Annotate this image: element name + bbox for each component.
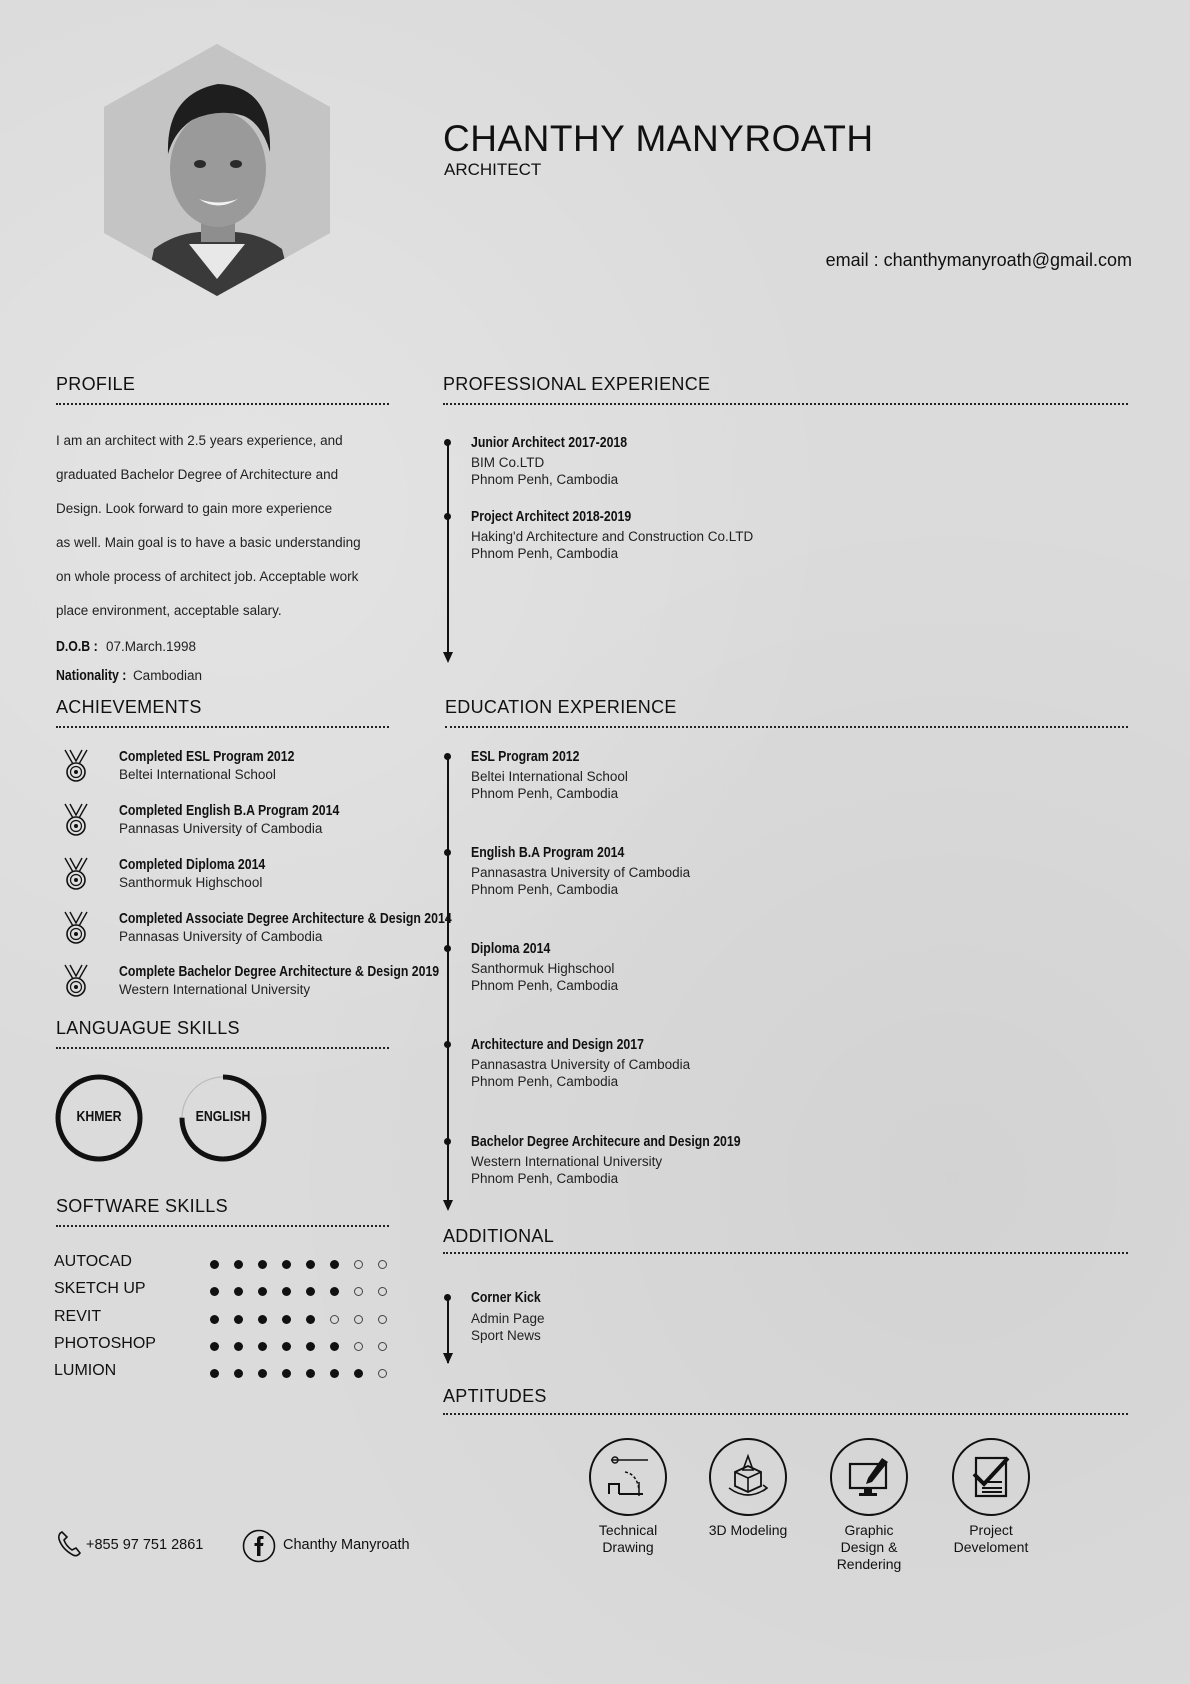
achievement-title: Completed Associate Degree Architecture & Design 2014 [119, 910, 452, 927]
achievement-title: Completed Diploma 2014 [119, 856, 266, 873]
education-location: Phnom Penh, Cambodia [471, 1074, 619, 1089]
education-title: EDUCATION EXPERIENCE [445, 697, 677, 717]
software-name: AUTOCAD [54, 1253, 132, 1270]
skill-dot [234, 1260, 243, 1269]
experience-location: Phnom Penh, Cambodia [471, 546, 619, 561]
achievements-title: ACHIEVEMENTS [56, 697, 202, 717]
skill-level-dots [210, 1254, 402, 1273]
achievement-subtitle: Beltei International School [119, 767, 276, 782]
aptitude-project-development [936, 1438, 1046, 1556]
profile-title: PROFILE [56, 374, 136, 394]
skill-dot [210, 1260, 219, 1269]
dob-row [56, 636, 196, 655]
profile-photo [104, 44, 330, 296]
skill-dot [306, 1287, 315, 1296]
nationality-row [56, 665, 202, 684]
aptitude-label-line: Rendering [836, 1556, 902, 1572]
skill-dot [210, 1342, 219, 1351]
aptitude-label-line: Drawing [602, 1539, 654, 1555]
software-name: REVIT [54, 1307, 102, 1325]
education-location: Phnom Penh, Cambodia [471, 1171, 619, 1186]
aptitude-label [573, 1522, 683, 1556]
skill-dot [234, 1342, 243, 1351]
software-title: SOFTWARE SKILLS [56, 1196, 228, 1216]
email-text[interactable]: email : chanthymanyroath@gmail.com [825, 250, 1132, 270]
dob-value: 07.March.1998 [105, 639, 196, 654]
achievement-title: Completed ESL Program 2012 [119, 748, 295, 765]
timeline-dot [444, 439, 451, 446]
profile-line: graduated Bachelor Degree of Architecture and [56, 467, 339, 482]
additional-divider [443, 1252, 1128, 1254]
timeline-arrow-icon [443, 1200, 453, 1211]
skill-dot [306, 1369, 315, 1378]
achievement-title: Complete Bachelor Degree Architecture & Design 2019 [119, 963, 440, 980]
timeline-arrow-icon [443, 1353, 453, 1364]
aptitude-label [693, 1522, 803, 1539]
skill-dot [330, 1287, 339, 1296]
experience-company: Haking'd Architecture and Construction Co.LTD [471, 529, 754, 544]
nationality-label: Nationality : [56, 667, 127, 684]
skill-level-dots [210, 1309, 402, 1328]
skill-dot [354, 1369, 363, 1378]
cube-icon [709, 1438, 787, 1516]
language-name: KHMER [76, 1108, 122, 1125]
timeline-arrow-icon [443, 652, 453, 663]
medal-icon [62, 910, 90, 946]
education-school: Western International University [471, 1154, 663, 1169]
phone-icon [56, 1530, 82, 1562]
achievement-subtitle: Pannasas University of Cambodia [119, 929, 323, 944]
skill-dot [258, 1287, 267, 1296]
profile-text [56, 424, 396, 628]
profile-line: I am an architect with 2.5 years experience, and [56, 433, 343, 448]
education-school: Santhormuk Highschool [471, 961, 615, 976]
aptitude-technical-drawing [573, 1438, 683, 1556]
skill-level-dots [210, 1363, 402, 1382]
skill-dot [378, 1315, 387, 1324]
education-location: Phnom Penh, Cambodia [471, 786, 619, 801]
aptitudes-title: APTITUDES [443, 1386, 547, 1406]
achievement-subtitle: Santhormuk Highschool [119, 875, 263, 890]
timeline-dot [444, 513, 451, 520]
education-school: Beltei International School [471, 769, 628, 784]
experience-location: Phnom Penh, Cambodia [471, 472, 619, 487]
timeline-dot [444, 1294, 451, 1301]
profile-line: Design. Look forward to gain more experience [56, 501, 333, 516]
experience-title: Project Architect 2018-2019 [471, 508, 632, 525]
skill-dot [210, 1369, 219, 1378]
aptitude-label [814, 1522, 924, 1573]
education-school: Pannasastra University of Cambodia [471, 865, 691, 880]
nationality-value: Cambodian [132, 668, 202, 683]
experience-company: BIM Co.LTD [471, 455, 545, 470]
aptitudes-divider [443, 1413, 1128, 1415]
skill-dot [282, 1260, 291, 1269]
aptitude-label-line: 3D Modeling [708, 1522, 788, 1538]
skill-dot [282, 1342, 291, 1351]
experience-title: Junior Architect 2017-2018 [471, 434, 628, 451]
software-name: PHOTOSHOP [54, 1334, 156, 1352]
aptitude-label-line: Design & [840, 1539, 898, 1555]
language-ring [178, 1073, 268, 1163]
skill-dot [282, 1287, 291, 1296]
software-divider [56, 1225, 389, 1227]
skill-dot [258, 1369, 267, 1378]
skill-level-dots [210, 1336, 402, 1355]
aptitude-3d-modeling [693, 1438, 803, 1539]
skill-level-dots [210, 1281, 402, 1300]
aptitude-label-line: Graphic [844, 1522, 894, 1538]
education-divider [445, 726, 1128, 728]
language-ring [54, 1073, 144, 1163]
skill-dot [282, 1369, 291, 1378]
skill-dot [354, 1315, 363, 1324]
phone-text[interactable]: +855 97 751 2861 [86, 1537, 204, 1553]
software-name: SKETCH UP [54, 1280, 146, 1298]
monitor-pen-icon [830, 1438, 908, 1516]
achievements-divider [56, 726, 389, 728]
facebook-icon[interactable] [242, 1529, 276, 1567]
dob-label: D.O.B : [56, 638, 98, 655]
profile-line: on whole process of architect job. Acceptable work [56, 569, 359, 584]
skill-dot [378, 1369, 387, 1378]
professional-divider [443, 403, 1128, 405]
language-title: LANGUAGUE SKILLS [56, 1018, 240, 1038]
professional-timeline [447, 441, 449, 653]
facebook-text[interactable]: Chanthy Manyroath [283, 1537, 410, 1553]
skill-dot [234, 1315, 243, 1324]
aptitude-label-line: Project [969, 1522, 1013, 1538]
timeline-dot [444, 945, 451, 952]
skill-dot [354, 1342, 363, 1351]
person-role: ARCHITECT [444, 160, 542, 179]
medal-icon [62, 802, 90, 838]
skill-dot [306, 1342, 315, 1351]
skill-dot [354, 1287, 363, 1296]
skill-dot [282, 1315, 291, 1324]
timeline-dot [444, 849, 451, 856]
education-school: Pannasastra University of Cambodia [471, 1057, 691, 1072]
education-location: Phnom Penh, Cambodia [471, 978, 619, 993]
medal-icon [62, 748, 90, 784]
skill-dot [378, 1287, 387, 1296]
medal-icon [62, 856, 90, 892]
skill-dot [378, 1342, 387, 1351]
additional-item-title: Corner Kick [471, 1289, 541, 1306]
skill-dot [234, 1287, 243, 1296]
education-title: Diploma 2014 [471, 940, 551, 957]
language-name: ENGLISH [195, 1108, 251, 1125]
avatar-illustration [104, 44, 330, 296]
aptitude-label-line: Develoment [953, 1539, 1029, 1555]
software-name: LUMION [54, 1362, 117, 1380]
skill-dot [258, 1315, 267, 1324]
skill-dot [330, 1260, 339, 1269]
skill-dot [258, 1260, 267, 1269]
aptitude-label [936, 1522, 1046, 1556]
skill-dot [330, 1342, 339, 1351]
technical-drawing-icon [589, 1438, 667, 1516]
additional-item-line2: Sport News [471, 1328, 541, 1343]
profile-divider [56, 403, 389, 405]
education-location: Phnom Penh, Cambodia [471, 882, 619, 897]
additional-title: ADDITIONAL [443, 1226, 555, 1246]
achievement-title: Completed English B.A Program 2014 [119, 802, 340, 819]
education-title: English B.A Program 2014 [471, 844, 625, 861]
education-title: Architecture and Design 2017 [471, 1036, 644, 1053]
medal-icon [62, 963, 90, 999]
skill-dot [306, 1260, 315, 1269]
person-name: CHANTHY MANYROATH [443, 118, 874, 159]
checklist-icon [952, 1438, 1030, 1516]
education-title: Bachelor Degree Architecure and Design 2019 [471, 1133, 741, 1150]
achievement-subtitle: Pannasas University of Cambodia [119, 821, 323, 836]
timeline-dot [444, 1138, 451, 1145]
skill-dot [330, 1315, 339, 1324]
language-divider [56, 1047, 389, 1049]
professional-title: PROFESSIONAL EXPERIENCE [443, 374, 711, 394]
skill-dot [330, 1369, 339, 1378]
skill-dot [378, 1260, 387, 1269]
profile-line: as well. Main goal is to have a basic understanding [56, 535, 361, 550]
timeline-dot [444, 753, 451, 760]
skill-dot [258, 1342, 267, 1351]
achievement-subtitle: Western International University [119, 982, 311, 997]
education-title: ESL Program 2012 [471, 748, 580, 765]
skill-dot [354, 1260, 363, 1269]
profile-line: place environment, acceptable salary. [56, 603, 282, 618]
skill-dot [210, 1315, 219, 1324]
aptitude-graphic-design [814, 1438, 924, 1573]
skill-dot [234, 1369, 243, 1378]
skill-dot [306, 1315, 315, 1324]
timeline-dot [444, 1041, 451, 1048]
additional-item-line1: Admin Page [471, 1311, 545, 1326]
aptitude-label-line: Technical [598, 1522, 658, 1538]
skill-dot [210, 1287, 219, 1296]
